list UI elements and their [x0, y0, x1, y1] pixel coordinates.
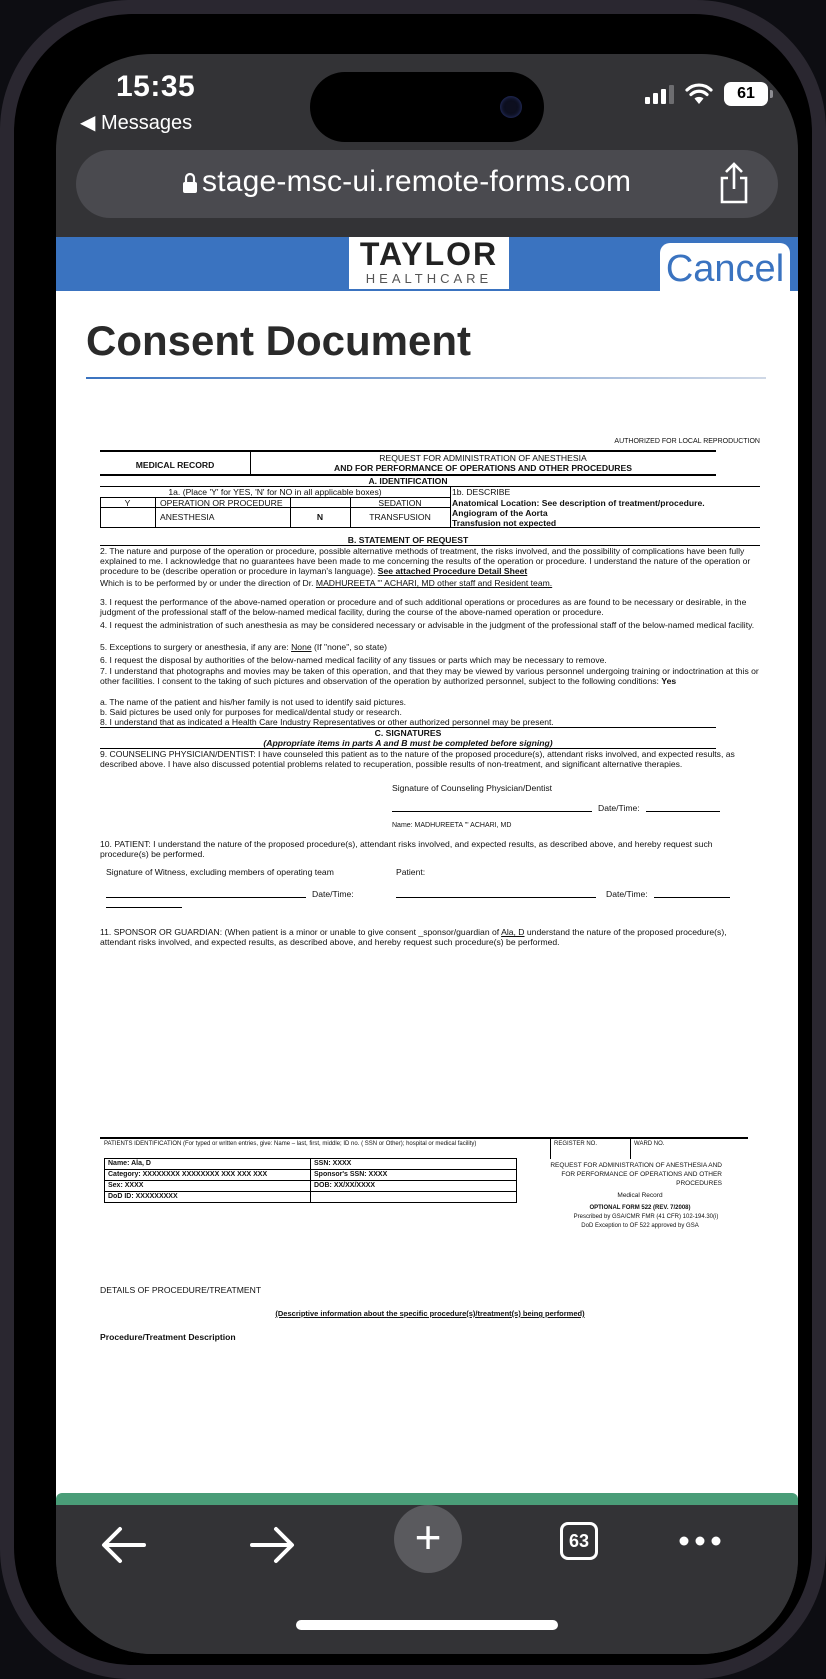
witness-signature-label: Signature of Witness, excluding members of operating team — [106, 867, 334, 877]
cancel-button[interactable]: Cancel — [660, 243, 790, 293]
id-1a-label: 1a. (Place 'Y' for YES, 'N' for NO in all applicable boxes) — [168, 487, 382, 497]
new-tab-plus-icon[interactable]: + — [394, 1505, 462, 1573]
table-row: Sex: XXXX DOB: XX/XX/XXXX — [105, 1181, 517, 1192]
statement-2: 2. The nature and purpose of the operation or procedure, possible alternative methods of treatment, the risks involved, and the possibility of complications have been fully explained to me. I acknowledge that no guarantees have been made to me concerning the results of the operation or procedure. I understand the nature of the operation or procedure to be (describe operation or procedure in layman's language). See attached Procedure Detail Sheet — [100, 546, 751, 576]
details-heading: DETAILS OF PROCEDURE/TREATMENT — [100, 1285, 262, 1295]
transfusion-label: TRANSFUSION — [369, 512, 431, 522]
statement-8: 8. I understand that as indicated a Health Care Industry Representatives or other authorized personnel may be present. — [100, 717, 554, 727]
counseling-physician-name: Name: MADHUREETA ''' ACHARI, MD — [392, 822, 512, 829]
anesthesia-answer: N — [316, 512, 324, 522]
section-c-heading: C. SIGNATURES — [374, 728, 442, 738]
performing-physician: Which is to be performed by or under the direction of Dr. MADHUREETA ''' ACHARI, MD other staff and Resident team. — [100, 578, 553, 588]
statement-5: 5. Exceptions to surgery or anesthesia, if any are: None (If "none", so state) — [100, 642, 387, 652]
procedure-detail-link[interactable]: See attached Procedure Detail Sheet — [377, 566, 528, 576]
table-row: DoD ID: XXXXXXXXX — [105, 1192, 517, 1203]
status-indicators — [645, 82, 768, 106]
authorized-note: AUTHORIZED FOR LOCAL REPRODUCTION — [614, 438, 760, 445]
statement-11: 11. SPONSOR OR GUARDIAN: (When patient is a minor or unable to give consent _sponsor/guardian of Ala, D understand the nature of the proposed procedure(s), attendant risks involved, and expected results, as described above, and hereby request such procedure(s) be performed. — [100, 927, 727, 947]
sedation-label: SEDATION — [378, 498, 422, 508]
witness-signature-line[interactable] — [106, 897, 306, 898]
lock-icon — [182, 172, 198, 194]
back-arrow-icon[interactable] — [86, 1505, 166, 1585]
browser-toolbar — [56, 1505, 798, 1654]
describe-location: Anatomical Location: See description of treatment/procedure. — [452, 498, 705, 508]
section-a-heading: A. IDENTIFICATION — [368, 476, 448, 486]
statement-4: 4. I request the administration of such anesthesia as may be considered necessary or advisable in the judgment of the professional staff of the below-named medical facility. — [100, 620, 755, 630]
form-dod-exception: DoD Exception to OF 522 approved by GSA — [581, 1223, 699, 1229]
forward-arrow-icon[interactable] — [232, 1505, 312, 1585]
back-to-messages-link[interactable]: ◀ Messages — [80, 112, 193, 134]
condition-a: a. The name of the patient and his/her family is not used to identify said pictures. — [100, 697, 407, 707]
table-row: Category: XXXXXXXX XXXXXXXX XXX XXX XXX Sponsor's SSN: XXXX — [105, 1170, 517, 1181]
details-subheading: (Descriptive information about the specific procedure(s)/treatment(s) being performed) — [275, 1309, 585, 1318]
tabs-button[interactable]: 63 — [560, 1522, 598, 1560]
form-medical-record: Medical Record — [617, 1192, 663, 1199]
describe-procedure: Angiogram of the Aorta — [452, 508, 548, 518]
home-indicator[interactable] — [296, 1620, 558, 1630]
patient-datetime-label: Date/Time: — [606, 889, 648, 899]
wifi-icon — [684, 83, 714, 105]
form-number: OPTIONAL FORM 522 (REV. 7/2008) — [589, 1205, 691, 1211]
counseling-signature-label: Signature of Counseling Physician/Dentist — [392, 783, 553, 793]
signal-icon — [645, 84, 674, 104]
witness-datetime-label: Date/Time: — [312, 889, 354, 899]
brand-bar — [56, 237, 798, 291]
condition-b: b. Said pictures be used only for purposes for medical/dental study or research. — [100, 707, 402, 717]
form-prescribed-by: Prescribed by GSA/CMR FMR (41 CFR) 102-194.30(i) — [573, 1214, 719, 1220]
table-row: Name: Ala, D SSN: XXXX — [105, 1159, 517, 1170]
patient-id-table — [104, 1158, 517, 1203]
section-b-heading: B. STATEMENT OF REQUEST — [347, 535, 469, 545]
describe-transfusion: Transfusion not expected — [452, 518, 557, 528]
taylor-healthcare-logo: TAYLOR HEALTHCARE — [349, 237, 509, 289]
patient-signature-line[interactable] — [396, 897, 596, 898]
statement-9: 9. COUNSELING PHYSICIAN/DENTIST: I have counseled this patient as to the nature of the proposed procedure(s), attendant risks involved, and expected results, as described above. I have also discussed potential problems related to recuperation, possible results of non-treatment, and significant alternative therapies. — [100, 749, 735, 769]
url-text: stage-msc-ui.remote-forms.com — [202, 165, 632, 198]
form-title-block: REQUEST FOR ADMINISTRATION OF ANESTHESIA AND FOR PERFORMANCE OF OPERATIONS AND OTHER PROCEDURES — [550, 1162, 722, 1187]
operation-answer: Y — [124, 498, 131, 508]
status-time: 15:35 — [116, 70, 196, 103]
proceed-to-end-button[interactable] — [56, 1493, 798, 1505]
request-title-1: REQUEST FOR ADMINISTRATION OF ANESTHESIA — [379, 453, 587, 463]
section-c-subheading: (Appropriate items in parts A and B must be completed before signing) — [263, 738, 553, 748]
counseling-datetime-line[interactable] — [646, 811, 720, 812]
web-content — [56, 237, 798, 1505]
statement-7: 7. I understand that photographs and movies may be taken of this operation, and that they may be viewed by various personnel undergoing training or indoctrination at this or other facilities. I consent to the taking of such pictures and observation of the operation by authorized personnel, subject to the following conditions: Yes — [100, 666, 759, 686]
id-1b-label: 1b. DESCRIBE — [452, 487, 511, 497]
camera-icon — [500, 96, 522, 118]
statement-6: 6. I request the disposal by authorities of the below-named medical facility of any tissues or parts which may be necessary to remove. — [100, 655, 607, 665]
ward-number-label: WARD NO. — [634, 1141, 665, 1147]
phone-bezel — [14, 14, 812, 1665]
statement-10: 10. PATIENT: I understand the nature of the proposed procedure(s), attendant risks involved, and expected results, as described above, and hereby request such procedure(s) be performed. — [100, 839, 713, 859]
address-bar[interactable] — [76, 150, 778, 218]
anesthesia-label: ANESTHESIA — [160, 512, 215, 522]
patient-signature-label: Patient: — [396, 867, 426, 877]
medical-record-label: MEDICAL RECORD — [135, 460, 215, 470]
operation-label: OPERATION OR PROCEDURE — [160, 498, 283, 508]
more-options-icon[interactable] — [660, 1505, 740, 1585]
screen — [56, 54, 798, 1654]
counseling-signature-line[interactable] — [392, 811, 592, 812]
patient-identification-header: PATIENTS IDENTIFICATION (For typed or written entries, give: Name – last, first, middle; ID no. ( SSN or Other); hospital or medical facility) — [104, 1141, 477, 1147]
patient-datetime-line[interactable] — [654, 897, 730, 898]
page-title: Consent Document — [86, 317, 472, 364]
battery-indicator: 61 — [724, 82, 768, 106]
request-title-2: AND FOR PERFORMANCE OF OPERATIONS AND OTHER PROCEDURES — [334, 463, 632, 473]
procedure-description-label: Procedure/Treatment Description — [100, 1332, 236, 1342]
register-number-label: REGISTER NO. — [554, 1141, 598, 1147]
statement-3: 3. I request the performance of the above-named operation or procedure and of such additional operations or procedures as are found to be necessary or desirable, in the judgment of the professional staff of the below-named medical facility, during the course of the above-named operation or procedure. — [100, 597, 747, 617]
title-divider — [86, 377, 766, 379]
counseling-datetime-label: Date/Time: — [598, 803, 640, 813]
share-icon[interactable] — [714, 162, 754, 206]
